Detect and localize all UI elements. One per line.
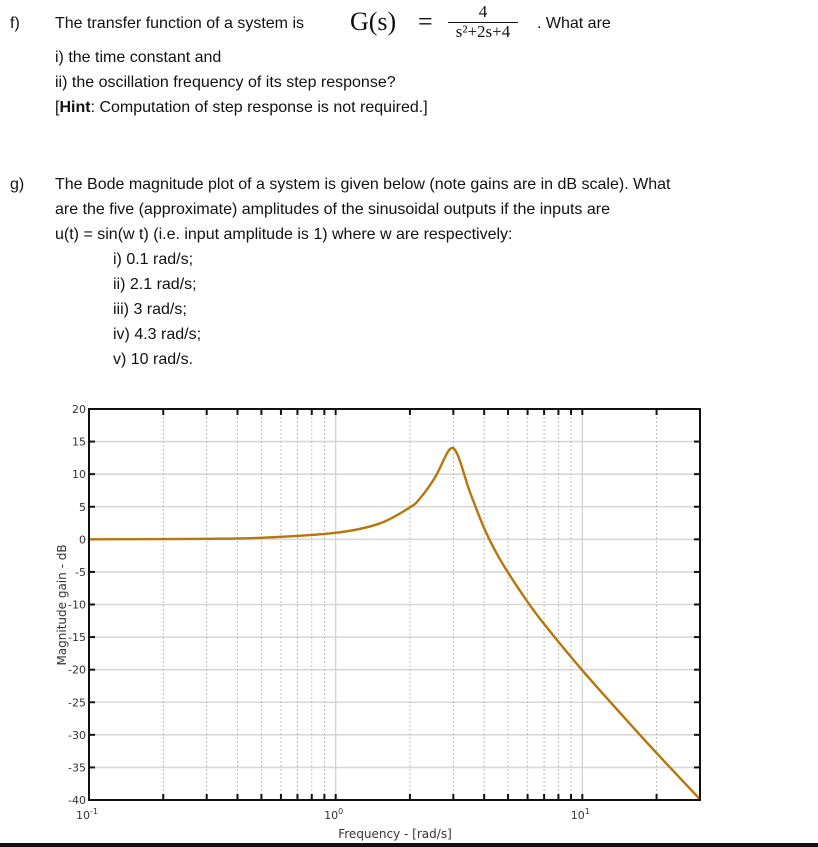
- x-tick-label: [76, 807, 98, 822]
- y-tick-label: -20: [68, 663, 86, 677]
- y-tick-label: 10: [72, 468, 86, 482]
- bottom-border: [0, 843, 818, 847]
- tick-exponent: 1: [584, 807, 590, 816]
- y-tick-label: 5: [79, 500, 86, 514]
- y-axis-label: Magnitude gain - dB: [55, 544, 69, 666]
- tick-base: 10: [324, 809, 339, 822]
- magnitude-curve: [89, 448, 700, 799]
- y-tick-label: -40: [68, 794, 86, 807]
- question-g-line: The Bode magnitude plot of a system is given below (note gains are in dB scale). What: [55, 176, 671, 193]
- y-tick-label: 15: [72, 435, 86, 449]
- y-tick-label: -5: [75, 565, 86, 579]
- question-f-label: f): [10, 15, 20, 32]
- hint-open: [: [55, 99, 60, 116]
- question-f-intro: The transfer function of a system is: [55, 15, 304, 32]
- question-g-item: iii) 3 rad/s;: [113, 301, 187, 318]
- y-tick-label: -10: [68, 598, 86, 612]
- y-tick-label: 0: [79, 533, 86, 547]
- question-g-item: ii) 2.1 rad/s;: [113, 276, 197, 293]
- fraction-numerator: 4: [448, 3, 518, 23]
- y-tick-label: -30: [68, 728, 86, 742]
- y-tick-label: -25: [68, 696, 86, 710]
- question-g-label: g): [10, 176, 25, 193]
- question-g-line: u(t) = sin(w t) (i.e. input amplitude is 1) where w are respectively:: [55, 226, 513, 243]
- tick-base: 10: [570, 809, 585, 822]
- fraction-denominator: s²+2s+4: [455, 22, 511, 41]
- hint-bold: Hint: [59, 99, 91, 116]
- equals-sign: =: [418, 7, 433, 36]
- tick-base: 10: [76, 809, 91, 822]
- x-axis-label: Frequency - [rad/s]: [338, 827, 452, 841]
- question-g-line: are the five (approximate) amplitudes of the sinusoidal outputs if the inputs are: [55, 201, 610, 218]
- question-g-item: v) 10 rad/s.: [113, 351, 194, 368]
- hint-rest: : Computation of step response is not required.]: [90, 99, 428, 116]
- x-tick-label: [571, 807, 590, 822]
- question-f-line-i: i) the time constant and: [55, 49, 222, 66]
- question-f-tail: . What are: [537, 15, 611, 32]
- transfer-function-lhs: G(s): [350, 7, 397, 36]
- y-tick-label: -15: [68, 631, 86, 645]
- tick-exponent: -1: [90, 807, 98, 816]
- question-f-line-ii: ii) the oscillation frequency of its step response?: [55, 74, 396, 91]
- y-tick-label: 20: [72, 403, 86, 416]
- tick-exponent: 0: [338, 807, 344, 816]
- y-tick-label: -35: [68, 761, 86, 775]
- question-g-item: iv) 4.3 rad/s;: [113, 326, 202, 343]
- x-tick-label: [324, 807, 343, 822]
- question-g-item: i) 0.1 rad/s;: [113, 251, 194, 268]
